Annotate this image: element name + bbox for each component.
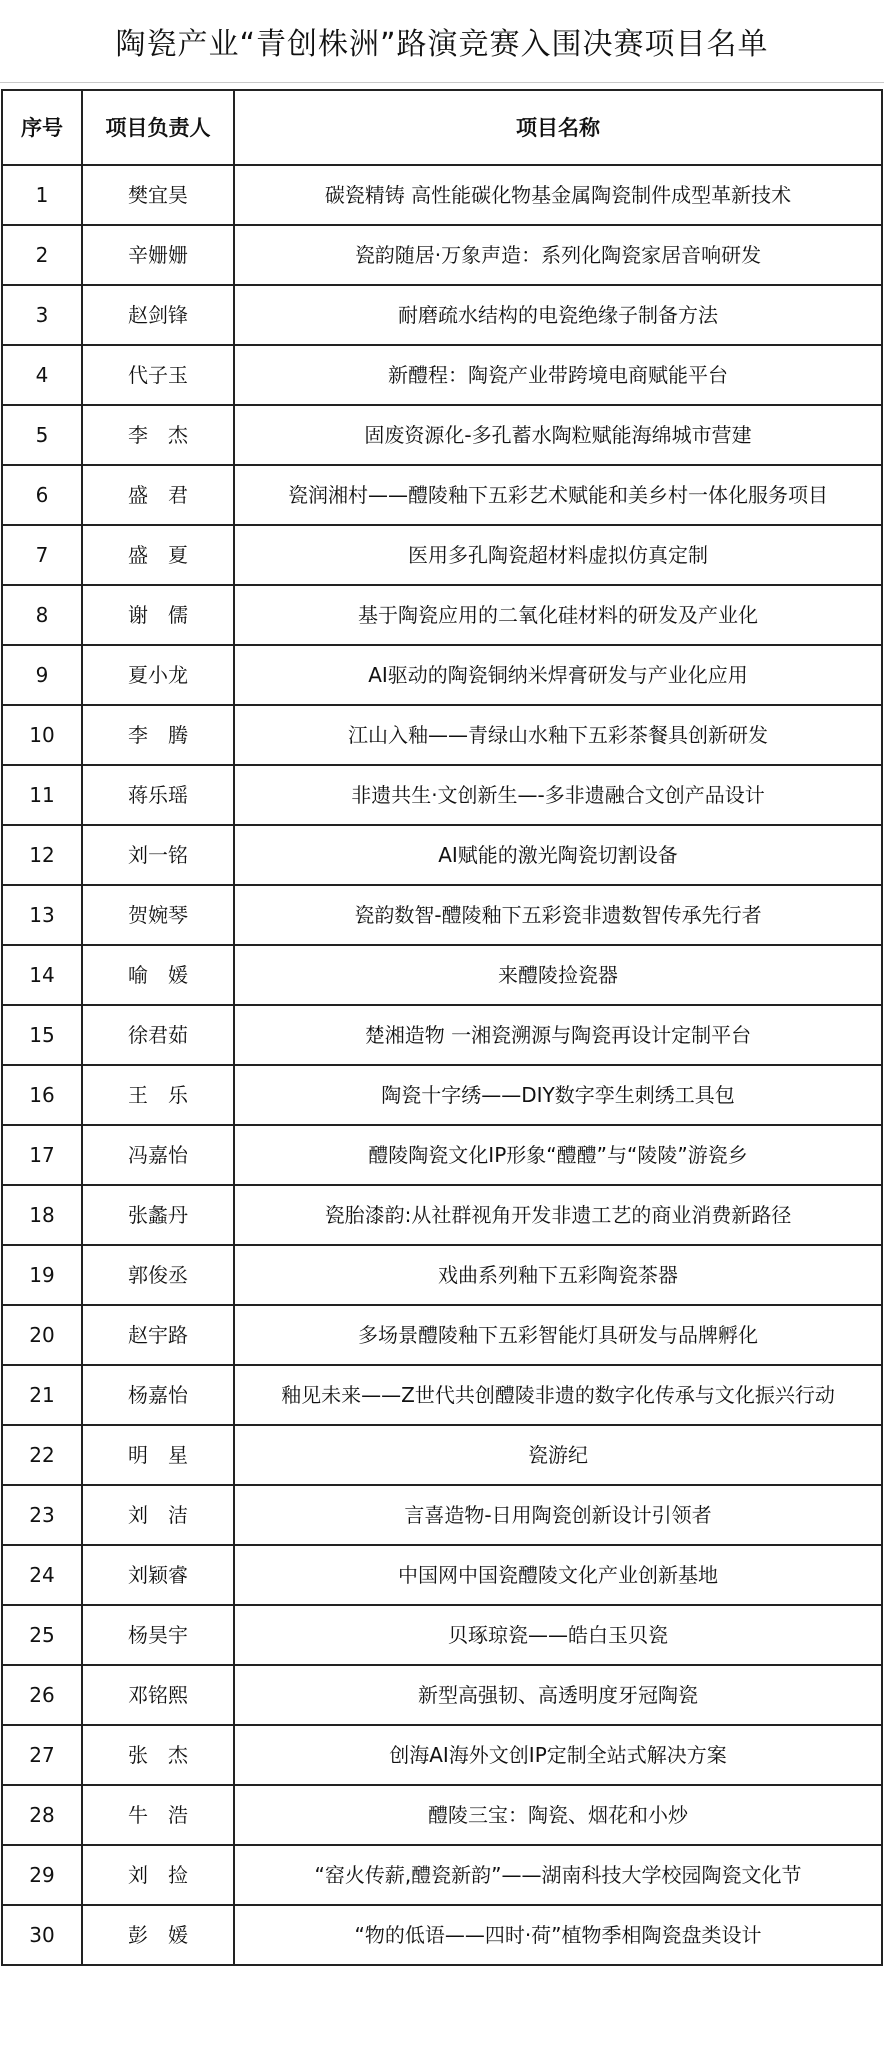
- row-number-cell: 8: [2, 585, 82, 645]
- table-row: [2, 1185, 882, 1245]
- table-row: [2, 1065, 882, 1125]
- table-row: [2, 525, 882, 585]
- table-header-row: [2, 90, 882, 165]
- table-row: [2, 405, 882, 465]
- table-row: [2, 765, 882, 825]
- table-row: [2, 645, 882, 705]
- project-name-cell: 固废资源化-多孔蓄水陶粒赋能海绵城市营建: [234, 405, 882, 465]
- table-row: [2, 1125, 882, 1185]
- row-number-cell: 26: [2, 1665, 82, 1725]
- row-number-cell: 13: [2, 885, 82, 945]
- row-number-cell: 21: [2, 1365, 82, 1425]
- project-name-cell: 瓷韵随居·万象声造：系列化陶瓷家居音响研发: [234, 225, 882, 285]
- row-number-cell: 19: [2, 1245, 82, 1305]
- row-number-cell: 20: [2, 1305, 82, 1365]
- leader-cell: 刘 洁: [82, 1485, 234, 1545]
- table-row: [2, 825, 882, 885]
- project-name-cell: 釉见未来——Z世代共创醴陵非遗的数字化传承与文化振兴行动: [234, 1365, 882, 1425]
- project-name-cell: 瓷游纪: [234, 1425, 882, 1485]
- finalist-table: [1, 89, 883, 1966]
- leader-cell: 蒋乐瑶: [82, 765, 234, 825]
- project-name-cell: 碳瓷精铸 高性能碳化物基金属陶瓷制件成型革新技术: [234, 165, 882, 225]
- table-row: [2, 1485, 882, 1545]
- project-name-cell: 江山入釉——青绿山水釉下五彩茶餐具创新研发: [234, 705, 882, 765]
- leader-cell: 徐君茹: [82, 1005, 234, 1065]
- row-number-cell: 11: [2, 765, 82, 825]
- row-number-cell: 5: [2, 405, 82, 465]
- row-number-cell: 2: [2, 225, 82, 285]
- leader-cell: 杨昊宇: [82, 1605, 234, 1665]
- project-name-cell: AI驱动的陶瓷铜纳米焊膏研发与产业化应用: [234, 645, 882, 705]
- leader-cell: 赵宇路: [82, 1305, 234, 1365]
- table-row: [2, 1545, 882, 1605]
- table-row: [2, 1845, 882, 1905]
- leader-cell: 冯嘉怡: [82, 1125, 234, 1185]
- row-number-cell: 1: [2, 165, 82, 225]
- leader-cell: 张 杰: [82, 1725, 234, 1785]
- table-body: [2, 165, 882, 1965]
- leader-cell: 谢 儒: [82, 585, 234, 645]
- project-name-cell: 瓷润湘村——醴陵釉下五彩艺术赋能和美乡村一体化服务项目: [234, 465, 882, 525]
- project-name-cell: 多场景醴陵釉下五彩智能灯具研发与品牌孵化: [234, 1305, 882, 1365]
- leader-cell: 李 杰: [82, 405, 234, 465]
- leader-cell: 杨嘉怡: [82, 1365, 234, 1425]
- project-name-cell: 新醴程：陶瓷产业带跨境电商赋能平台: [234, 345, 882, 405]
- table-row: [2, 1005, 882, 1065]
- table-row: [2, 1425, 882, 1485]
- leader-cell: 张蠡丹: [82, 1185, 234, 1245]
- row-number-cell: 16: [2, 1065, 82, 1125]
- leader-cell: 彭 媛: [82, 1905, 234, 1965]
- project-name-cell: “物的低语——四时·荷”植物季相陶瓷盘类设计: [234, 1905, 882, 1965]
- table-row: [2, 345, 882, 405]
- leader-cell: 代子玉: [82, 345, 234, 405]
- leader-cell: 牛 浩: [82, 1785, 234, 1845]
- leader-cell: 刘一铭: [82, 825, 234, 885]
- row-number-cell: 25: [2, 1605, 82, 1665]
- project-name-cell: 来醴陵捡瓷器: [234, 945, 882, 1005]
- leader-cell: 喻 媛: [82, 945, 234, 1005]
- table-row: [2, 465, 882, 525]
- table-row: [2, 1665, 882, 1725]
- row-number-cell: 17: [2, 1125, 82, 1185]
- row-number-cell: 7: [2, 525, 82, 585]
- project-name-cell: 中国网中国瓷醴陵文化产业创新基地: [234, 1545, 882, 1605]
- table-row: [2, 1605, 882, 1665]
- table-row: [2, 165, 882, 225]
- project-name-cell: 陶瓷十字绣——DIY数字孪生刺绣工具包: [234, 1065, 882, 1125]
- table-row: [2, 585, 882, 645]
- row-number-cell: 15: [2, 1005, 82, 1065]
- leader-cell: 邓铭熙: [82, 1665, 234, 1725]
- row-number-cell: 30: [2, 1905, 82, 1965]
- project-name-cell: 醴陵三宝：陶瓷、烟花和小炒: [234, 1785, 882, 1845]
- project-name-cell: 创海AI海外文创IP定制全站式解决方案: [234, 1725, 882, 1785]
- table-row: [2, 1725, 882, 1785]
- row-number-cell: 9: [2, 645, 82, 705]
- table-row: [2, 705, 882, 765]
- project-name-cell: 戏曲系列釉下五彩陶瓷茶器: [234, 1245, 882, 1305]
- title-bar: [0, 0, 884, 83]
- row-number-cell: 18: [2, 1185, 82, 1245]
- header-no: 序号: [2, 90, 82, 165]
- table-row: [2, 1905, 882, 1965]
- project-name-cell: 瓷韵数智-醴陵釉下五彩瓷非遗数智传承先行者: [234, 885, 882, 945]
- table-row: [2, 1305, 882, 1365]
- project-name-cell: AI赋能的激光陶瓷切割设备: [234, 825, 882, 885]
- row-number-cell: 22: [2, 1425, 82, 1485]
- table-row: [2, 225, 882, 285]
- row-number-cell: 27: [2, 1725, 82, 1785]
- table-row: [2, 1245, 882, 1305]
- row-number-cell: 3: [2, 285, 82, 345]
- project-name-cell: 基于陶瓷应用的二氧化硅材料的研发及产业化: [234, 585, 882, 645]
- table-row: [2, 1785, 882, 1845]
- table-row: [2, 285, 882, 345]
- leader-cell: 樊宜昊: [82, 165, 234, 225]
- leader-cell: 夏小龙: [82, 645, 234, 705]
- leader-cell: 刘 捡: [82, 1845, 234, 1905]
- project-name-cell: 贝琢琼瓷——皓白玉贝瓷: [234, 1605, 882, 1665]
- project-name-cell: 醴陵陶瓷文化IP形象“醴醴”与“陵陵”游瓷乡: [234, 1125, 882, 1185]
- leader-cell: 李 腾: [82, 705, 234, 765]
- leader-cell: 王 乐: [82, 1065, 234, 1125]
- table-row: [2, 885, 882, 945]
- project-name-cell: 新型高强韧、高透明度牙冠陶瓷: [234, 1665, 882, 1725]
- leader-cell: 郭俊丞: [82, 1245, 234, 1305]
- leader-cell: 刘颖睿: [82, 1545, 234, 1605]
- leader-cell: 盛 君: [82, 465, 234, 525]
- project-name-cell: 非遗共生·文创新生—-多非遗融合文创产品设计: [234, 765, 882, 825]
- row-number-cell: 10: [2, 705, 82, 765]
- row-number-cell: 12: [2, 825, 82, 885]
- leader-cell: 贺婉琴: [82, 885, 234, 945]
- row-number-cell: 23: [2, 1485, 82, 1545]
- leader-cell: 辛姗姗: [82, 225, 234, 285]
- header-leader: 项目负责人: [82, 90, 234, 165]
- leader-cell: 赵剑锋: [82, 285, 234, 345]
- table-row: [2, 945, 882, 1005]
- row-number-cell: 4: [2, 345, 82, 405]
- leader-cell: 盛 夏: [82, 525, 234, 585]
- row-number-cell: 14: [2, 945, 82, 1005]
- header-project: 项目名称: [234, 90, 882, 165]
- project-name-cell: 医用多孔陶瓷超材料虚拟仿真定制: [234, 525, 882, 585]
- page-title: 陶瓷产业“青创株洲”路演竞赛入围决赛项目名单: [115, 27, 769, 62]
- project-name-cell: 言喜造物-日用陶瓷创新设计引领者: [234, 1485, 882, 1545]
- row-number-cell: 24: [2, 1545, 82, 1605]
- row-number-cell: 28: [2, 1785, 82, 1845]
- project-name-cell: 瓷胎漆韵:从社群视角开发非遗工艺的商业消费新路径: [234, 1185, 882, 1245]
- project-name-cell: “窑火传薪,醴瓷新韵”——湖南科技大学校园陶瓷文化节: [234, 1845, 882, 1905]
- row-number-cell: 6: [2, 465, 82, 525]
- project-name-cell: 楚湘造物 一湘瓷溯源与陶瓷再设计定制平台: [234, 1005, 882, 1065]
- row-number-cell: 29: [2, 1845, 82, 1905]
- project-name-cell: 耐磨疏水结构的电瓷绝缘子制备方法: [234, 285, 882, 345]
- table-row: [2, 1365, 882, 1425]
- leader-cell: 明 星: [82, 1425, 234, 1485]
